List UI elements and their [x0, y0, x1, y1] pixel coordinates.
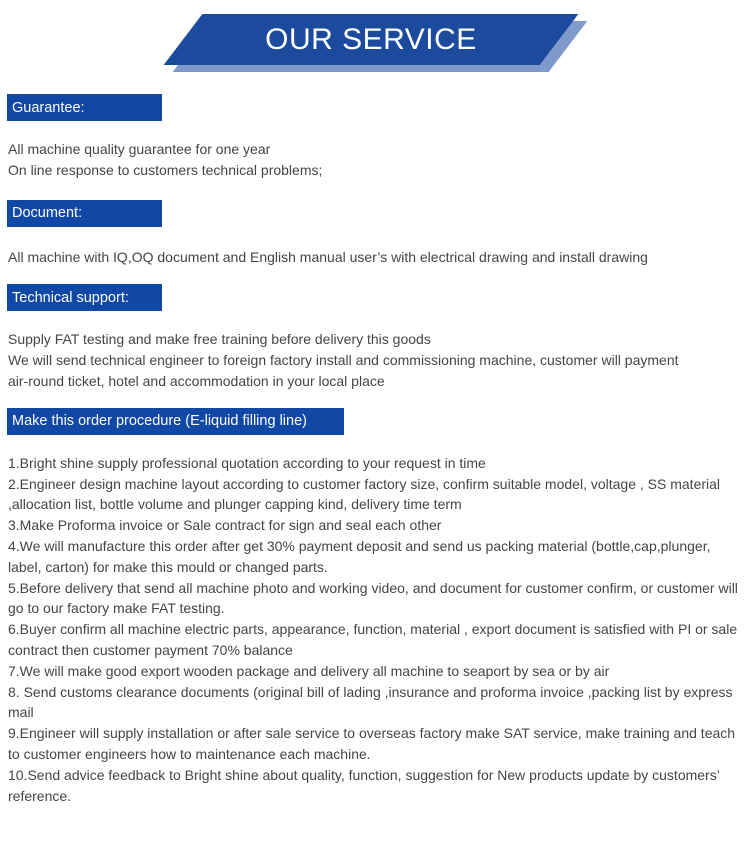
text-line: All machine quality guarantee for one year [8, 141, 271, 157]
text-line: 6.Buyer confirm all machine electric parts, appearance, function, material , export document is satisfied with PI or sale [8, 621, 738, 638]
text-line: reference. [8, 787, 72, 804]
text-line: go to our factory make FAT testing. [8, 600, 225, 617]
service-banner [0, 0, 750, 94]
text-line: 4.We will manufacture this order after get 30% payment deposit and send us packing material (bottle,cap,plunger, [8, 537, 711, 554]
text-line: air-round ticket, hotel and accommodation in your local place [8, 372, 385, 389]
text-line: 8. Send customs clearance documents (original bill of lading ,insurance and proforma invoice ,packing list by express [8, 683, 733, 700]
section-heading-label: Technical support: [12, 289, 129, 306]
text-line: mail [8, 704, 34, 721]
text-line: All machine with IQ,OQ document and English manual user’s with electrical drawing and install drawing [8, 248, 648, 265]
section-heading-order-procedure [7, 408, 344, 435]
text-line: ,allocation list, bottle volume and plunger capping kind, delivery time term [8, 496, 462, 513]
text-line: 1.Bright shine supply professional quotation according to your request in time [8, 454, 486, 471]
text-line: 10.Send advice feedback to Bright shine about quality, function, suggestion for New products update by customers’ [8, 766, 720, 783]
text-line: 7.We will make good export wooden package and delivery all machine to seaport by sea or by air [8, 662, 610, 679]
text-line: Supply FAT testing and make free training before delivery this goods [8, 331, 431, 348]
text-line: 9.Engineer will supply installation or after sale service to overseas factory make SAT service, make training and teach [8, 725, 736, 742]
text-line: label, carton) for make this mould or changed parts. [8, 558, 328, 575]
text-line: 2.Engineer design machine layout according to customer factory size, confirm suitable model, voltage , SS material [8, 475, 721, 492]
section-body-guarantee [8, 139, 750, 181]
section-heading-label: Make this order procedure (E-liquid filling line) [12, 413, 307, 430]
text-line: to customer engineers how to maintenance each machine. [8, 745, 371, 762]
text-line: contract then customer payment 70% balance [8, 641, 293, 658]
section-body-technical-support [8, 329, 750, 391]
text-line: 5.Before delivery that send all machine photo and working video, and document for customer confirm, or customer will [8, 579, 738, 596]
section-heading-guarantee [7, 94, 162, 121]
banner-title: OUR SERVICE [265, 22, 477, 56]
section-heading-document [7, 200, 162, 227]
section-body-document [8, 247, 750, 268]
section-heading-label: Document: [12, 205, 83, 222]
text-line: On line response to customers technical problems; [8, 161, 323, 178]
section-heading-label: Guarantee: [12, 99, 85, 116]
section-body-order-procedure [8, 453, 750, 807]
text-line: 3.Make Proforma invoice or Sale contract for sign and seal each other [8, 517, 442, 534]
text-line: We will send technical engineer to foreign factory install and commissioning machine, customer will payment [8, 352, 679, 369]
section-heading-technical-support [7, 284, 162, 311]
